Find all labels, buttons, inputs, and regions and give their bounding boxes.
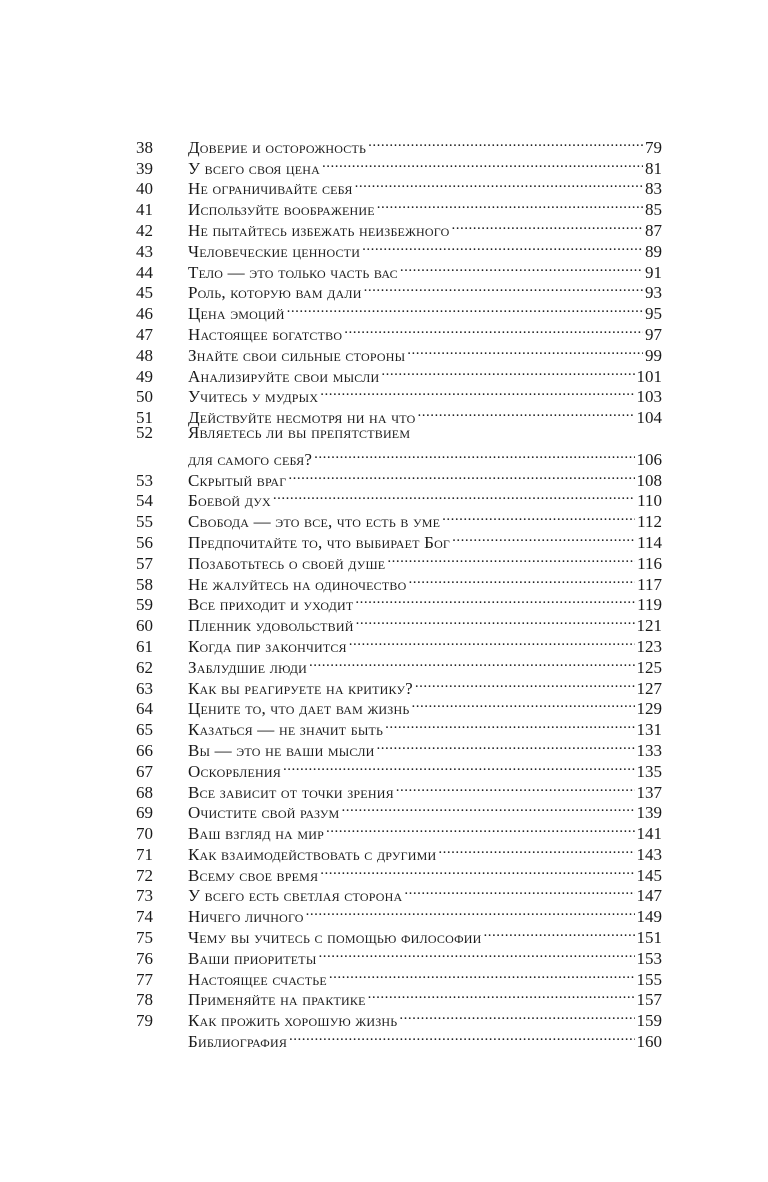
page-number: 127 [636,678,662,698]
dot-leader [407,340,643,361]
chapter-number: 72 [136,865,153,885]
chapter-title: Предпочитайте то, что выбирает Бог [188,532,451,552]
chapter-number: 51 [136,408,153,428]
page-number: 112 [637,512,662,532]
chapter-title: Действуйте несмотря ни на что [188,408,416,428]
chapter-number: 69 [136,803,153,823]
chapter-title: Ваш взгляд на мир [188,824,324,844]
page-number: 139 [636,803,662,823]
chapter-title: Применяйте на практике [188,990,366,1010]
dot-leader [411,694,634,715]
page-number: 97 [645,324,662,344]
page-number: 117 [637,574,662,594]
dot-leader [329,964,635,985]
dot-leader [438,839,634,860]
chapter-title: Казаться — не значит быть [188,720,384,740]
page-number: 155 [636,969,662,989]
chapter-title: Очистите свой разум [188,803,340,823]
chapter-number: 56 [136,532,153,552]
chapter-number: 78 [136,990,153,1010]
chapter-title: Боевой дух [188,491,271,511]
chapter-number: 52 [136,423,153,443]
chapter-number: 65 [136,720,153,740]
dot-leader [306,901,635,922]
dot-leader [404,881,634,902]
dot-leader [400,257,643,278]
toc-entry [136,444,662,469]
dot-leader [368,132,643,153]
dot-leader [381,361,634,382]
page-number: 151 [636,928,662,948]
page-number: 106 [636,449,662,469]
page-number: 114 [637,532,662,552]
page-number: 133 [636,740,662,760]
page-number: 95 [645,304,662,324]
page-number: 125 [636,657,662,677]
chapter-title: Настоящее богатство [188,324,343,344]
chapter-title: Всему свое время [188,865,319,885]
page-number: 110 [637,491,662,511]
dot-leader [408,569,635,590]
dot-leader [385,714,634,735]
dot-leader [288,465,634,486]
chapter-number: 70 [136,824,153,844]
chapter-number: 41 [136,200,153,220]
dot-leader [355,590,635,611]
chapter-title: Не ограничивайте себя [188,179,353,199]
dot-leader [289,1026,634,1047]
chapter-title: Все зависит от точки зрения [188,782,394,802]
dot-leader [326,818,635,839]
chapter-number: 47 [136,324,153,344]
chapter-title: Библиография [188,1032,288,1052]
chapter-number: 42 [136,220,153,240]
chapter-title: Вы — это не ваши мысли [188,740,375,760]
chapter-title: Ничего личного [188,907,304,927]
chapter-number: 58 [136,574,153,594]
chapter-title: Знайте свои сильные стороны [188,345,406,365]
page-number: 101 [636,366,662,386]
dot-leader [451,215,643,236]
dot-leader [344,319,643,340]
dot-leader [341,798,634,819]
chapter-number: 59 [136,595,153,615]
dot-leader [377,735,635,756]
page-number: 108 [636,470,662,490]
page-number: 119 [637,595,662,615]
chapter-number: 71 [136,844,153,864]
chapter-number: 39 [136,158,153,178]
chapter-title: Настоящее счастье [188,969,327,989]
chapter-title: Учитесь у мудрых [188,387,319,407]
chapter-number: 43 [136,241,153,261]
dot-leader [396,777,635,798]
dot-leader [415,673,635,694]
page-number: 103 [636,387,662,407]
page-number: 137 [636,782,662,802]
chapter-title: для самого себя? [188,449,313,469]
chapter-title: Цените то, что дает вам жизнь [188,699,410,719]
chapter-number: 50 [136,387,153,407]
chapter-title: Роль, которую вам дали [188,283,362,303]
dot-leader [368,985,635,1006]
chapter-title: У всего есть светлая сторона [188,886,403,906]
dot-leader [349,631,635,652]
chapter-number: 40 [136,179,153,199]
page-number: 160 [636,1032,662,1052]
chapter-number: 48 [136,345,153,365]
chapter-number: 66 [136,740,153,760]
toc-entry [136,423,662,444]
chapter-title: Не жалуйтесь на одиночество [188,574,407,594]
page-number: 131 [636,720,662,740]
chapter-number: 61 [136,636,153,656]
chapter-title: Чему вы учитесь с помощью философии [188,928,482,948]
chapter-title: Когда пир закончится [188,636,347,656]
dot-leader [309,652,635,673]
table-of-contents [136,132,662,1052]
chapter-title: Все приходит и уходит [188,595,354,615]
chapter-number: 38 [136,137,153,157]
chapter-title: Заблудшие люди [188,657,307,677]
page-number: 159 [636,1011,662,1031]
dot-leader [320,382,634,403]
chapter-title: Цена эмоций [188,304,285,324]
chapter-number: 63 [136,678,153,698]
chapter-title: Доверие и осторожность [188,137,367,157]
dot-leader [287,298,643,319]
chapter-number: 75 [136,928,153,948]
chapter-number: 67 [136,761,153,781]
page-number: 123 [636,636,662,656]
chapter-title: Свобода — это все, что есть в уме [188,512,441,532]
dot-leader [377,194,643,215]
dot-leader [452,527,635,548]
chapter-title: Ваши приоритеты [188,948,317,968]
chapter-number: 73 [136,886,153,906]
chapter-number: 45 [136,283,153,303]
page-number: 91 [645,262,662,282]
dot-leader [364,278,643,299]
page-number: 143 [636,844,662,864]
page-number: 81 [645,158,662,178]
chapter-number: 60 [136,616,153,636]
chapter-title: У всего своя цена [188,158,320,178]
chapter-title: Скрытый враг [188,470,287,490]
page-number: 145 [636,865,662,885]
page-number: 141 [636,824,662,844]
dot-leader [319,943,635,964]
chapter-number: 68 [136,782,153,802]
chapter-number: 64 [136,699,153,719]
chapter-title: Тело — это только часть вас [188,262,398,282]
chapter-title: Позаботьтесь о своей душе [188,553,386,573]
page-number: 116 [637,553,662,573]
dot-leader [484,922,635,943]
page-number: 153 [636,948,662,968]
dot-leader [442,506,635,527]
page-number: 89 [645,241,662,261]
dot-leader [356,610,635,631]
dot-leader [417,402,634,423]
page-number: 157 [636,990,662,1010]
dot-leader [283,756,635,777]
page-number: 129 [636,699,662,719]
chapter-title: Человеческие ценности [188,241,361,261]
chapter-number: 46 [136,304,153,324]
chapter-number: 62 [136,657,153,677]
chapter-title: Как прожить хорошую жизнь [188,1011,398,1031]
page-number: 135 [636,761,662,781]
dot-leader [355,174,643,195]
chapter-number: 55 [136,512,153,532]
page-number: 149 [636,907,662,927]
toc-entry [136,132,662,157]
dot-leader [322,153,643,174]
chapter-title: Как вы реагируете на критику? [188,678,413,698]
chapter-number: 44 [136,262,153,282]
dot-leader [320,860,634,881]
chapter-number: 57 [136,553,153,573]
chapter-number: 74 [136,907,153,927]
dot-leader [273,486,635,507]
chapter-number: 79 [136,1011,153,1031]
page-number: 87 [645,220,662,240]
page-number: 104 [636,408,662,428]
page-number: 99 [645,345,662,365]
dot-leader [362,236,643,257]
chapter-title: Анализируйте свои мысли [188,366,380,386]
dot-leader [387,548,635,569]
page-number: 121 [636,616,662,636]
page-number: 85 [645,200,662,220]
chapter-title: Не пытайтесь избежать неизбежного [188,220,450,240]
chapter-number: 76 [136,948,153,968]
chapter-title: Являетесь ли вы препятствием [188,423,411,443]
chapter-number: 49 [136,366,153,386]
chapter-number: 77 [136,969,153,989]
page-number: 147 [636,886,662,906]
chapter-number: 54 [136,491,153,511]
page-number: 93 [645,283,662,303]
chapter-title: Используйте воображение [188,200,375,220]
chapter-title: Как взаимодействовать с другими [188,844,437,864]
chapter-title: Пленник удовольствий [188,616,354,636]
chapter-title: Оскорбления [188,761,281,781]
dot-leader [399,1005,634,1026]
page-number: 79 [645,137,662,157]
dot-leader [314,444,634,465]
page-number: 83 [645,179,662,199]
chapter-number: 53 [136,470,153,490]
